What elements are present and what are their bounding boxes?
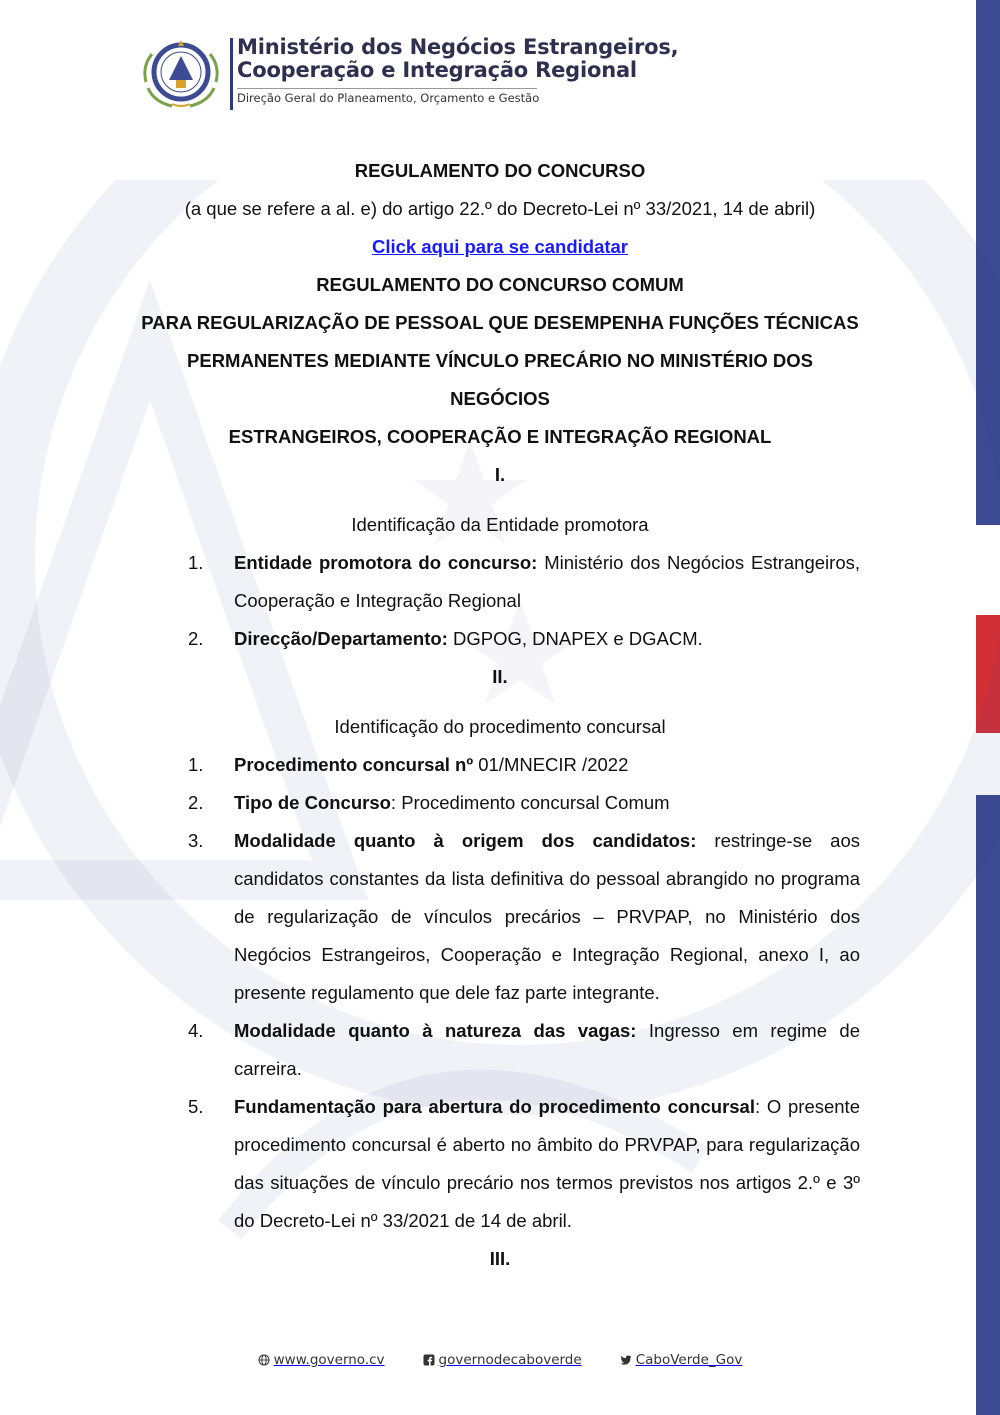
main-title-line: PARA REGULARIZAÇÃO DE PESSOAL QUE DESEMPENHA FUNÇÕES TÉCNICAS	[141, 312, 859, 333]
section-title: Identificação do procedimento concursal	[334, 716, 666, 737]
footer	[0, 1352, 1000, 1368]
item-number: 3.	[188, 830, 204, 851]
list-item	[140, 620, 860, 658]
item-text: : O presente procedimento concursal é aberto no âmbito do PRVPAP, para regularização das situações de vínculo precário nos termos previstos nos artigos 2.º e 3º do Decreto-Lei nº 33/2021 de 14 de abril.	[234, 1096, 860, 1231]
footer-website: www.governo.cv	[273, 1352, 385, 1368]
item-number: 5.	[188, 1096, 204, 1117]
document-subtitle: (a que se refere a al. e) do artigo 22.º do Decreto-Lei nº 33/2021, 14 de abril)	[184, 198, 816, 219]
header-divider	[230, 38, 233, 110]
item-text: DGPOG, DNAPEX e DGACM.	[447, 628, 703, 649]
list-item	[140, 746, 860, 784]
section-number: II.	[492, 666, 508, 687]
twitter-icon	[620, 1354, 632, 1366]
item-label: Modalidade quanto à origem dos candidatos:	[234, 830, 697, 851]
item-label: Fundamentação para abertura do procedimento concursal	[234, 1096, 755, 1117]
facebook-icon	[423, 1354, 435, 1366]
item-label: Tipo de Concurso	[234, 792, 391, 813]
apply-link[interactable]: Click aqui para se candidatar	[371, 236, 629, 257]
main-title-line: ESTRANGEIROS, COOPERAÇÃO E INTEGRAÇÃO REGIONAL	[228, 426, 772, 447]
section-title: Identificação da Entidade promotora	[351, 514, 649, 535]
section-number: I.	[494, 464, 506, 485]
item-label: Modalidade quanto à natureza das vagas:	[234, 1020, 637, 1041]
document-title: REGULAMENTO DO CONCURSO	[354, 160, 646, 181]
document-body	[140, 152, 860, 1278]
section-number: III.	[489, 1248, 511, 1269]
main-title-line: REGULAMENTO DO CONCURSO COMUM	[316, 274, 684, 295]
right-stripe-blue-bottom	[976, 795, 1000, 1415]
footer-facebook-link[interactable]	[423, 1352, 582, 1368]
cabo-verde-coat-of-arms-icon	[138, 36, 224, 110]
item-text: Ingresso em regime de carreira.	[234, 1020, 860, 1079]
item-label: Entidade promotora do concurso:	[234, 552, 538, 573]
item-number: 1.	[188, 754, 204, 775]
main-title-line: PERMANENTES MEDIANTE VÍNCULO PRECÁRIO NO MINISTÉRIO DOS NEGÓCIOS	[187, 350, 813, 409]
list-item	[140, 1088, 860, 1240]
section2-list	[140, 746, 860, 1240]
item-number: 4.	[188, 1020, 204, 1041]
item-text: : Procedimento concursal Comum	[390, 792, 670, 813]
list-item	[140, 822, 860, 1012]
footer-twitter: CaboVerde_Gov	[635, 1352, 743, 1368]
item-text: 01/MNECIR /2022	[473, 754, 629, 775]
list-item	[140, 544, 860, 620]
globe-icon	[258, 1354, 270, 1366]
ministry-name-line2: Cooperação e Integração Regional	[237, 58, 637, 82]
letterhead	[138, 36, 698, 111]
item-text: restringe-se aos candidatos constantes da lista definitiva do pessoal abrangido no programa de regularização de vínculos precários – PRVPAP, no Ministério dos Negócios Estrangeiros, Cooperação e Integração Regional, anexo I, ao presente regulamento que dele faz parte integrante.	[234, 830, 860, 1003]
footer-website-link[interactable]	[258, 1352, 385, 1368]
right-stripe-blue-top	[976, 0, 1000, 525]
section1-list	[140, 544, 860, 658]
right-stripe-red	[976, 615, 1000, 733]
item-number: 2.	[188, 628, 204, 649]
item-label: Direcção/Departamento:	[234, 628, 448, 649]
list-item	[140, 784, 860, 822]
ministry-name-line1: Ministério dos Negócios Estrangeiros,	[237, 35, 679, 59]
footer-facebook: governodecaboverde	[438, 1352, 582, 1368]
item-number: 1.	[188, 552, 204, 573]
item-number: 2.	[188, 792, 204, 813]
list-item	[140, 1012, 860, 1088]
item-label: Procedimento concursal nº	[234, 754, 474, 775]
footer-twitter-link[interactable]	[620, 1352, 743, 1368]
department-name: Direção Geral do Planeamento, Orçamento e Gestão	[237, 88, 537, 105]
item-text: Ministério dos Negócios Estrangeiros, Cooperação e Integração Regional	[234, 552, 860, 611]
